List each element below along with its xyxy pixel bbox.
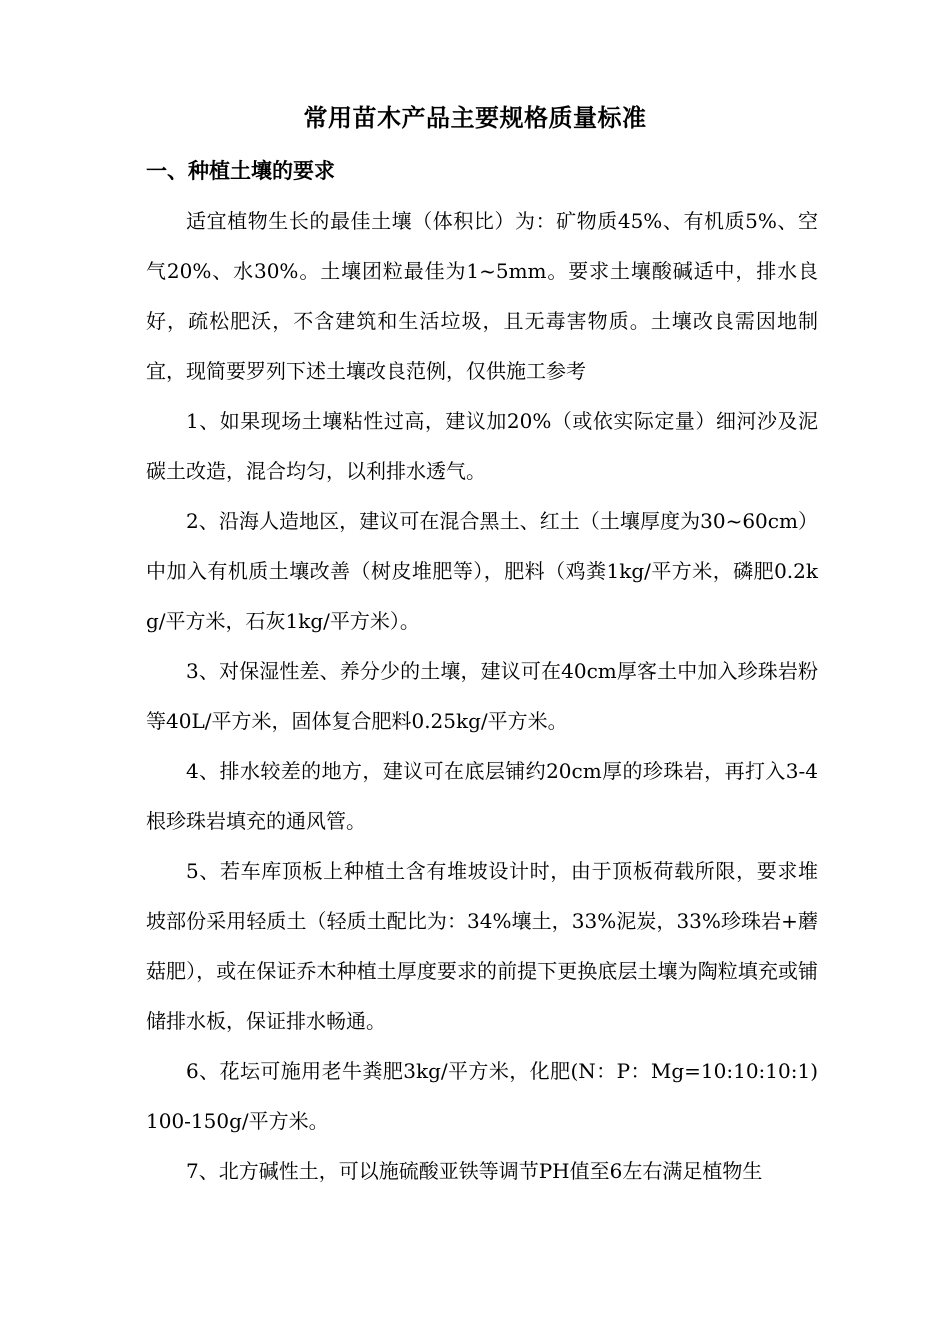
list-item (146, 846, 818, 1046)
list-item-text: 7、北方碱性土，可以施硫酸亚铁等调节PH值至6左右满足植物生 (186, 1159, 763, 1183)
list-item (146, 396, 818, 496)
section-intro-block (146, 196, 818, 396)
section-heading: 一、种植土壤的要求 (146, 158, 335, 183)
list-item (146, 1046, 818, 1146)
section-intro-paragraph: 适宜植物生长的最佳土壤（体积比）为：矿物质45%、有机质5%、空气20%、水30%。土壤团粒最佳为1~5mm。要求土壤酸碱适中，排水良好，疏松肥沃，不含建筑和生活垃圾，且无毒害物质。土壤改良需因地制宜，现简要罗列下述土壤改良范例，仅供施工参考 (146, 209, 818, 383)
list-item (146, 746, 818, 846)
list-item (146, 646, 818, 746)
list-item-text: 4、排水较差的地方，建议可在底层铺约20cm厚的珍珠岩，再打入3-4根珍珠岩填充的通风管。 (146, 759, 818, 833)
document-title: 常用苗木产品主要规格质量标准 (303, 103, 647, 132)
list-item-text: 2、沿海人造地区，建议可在混合黑土、红土（土壤厚度为30~60cm）中加入有机质土壤改善（树皮堆肥等），肥料（鸡粪1kg/平方米，磷肥0.2kg/平方米，石灰1kg/平方米）。 (146, 509, 818, 633)
list-item-text: 1、如果现场土壤粘性过高，建议加20%（或依实际定量）细河沙及泥碳土改造，混合均匀，以利排水透气。 (146, 409, 818, 483)
list-item-text: 6、花坛可施用老牛粪肥3kg/平方米，化肥(N：P：Mg=10:10:10:1)100-150g/平方米。 (146, 1059, 818, 1133)
list-item-text: 3、对保湿性差、养分少的土壤，建议可在40cm厚客土中加入珍珠岩粉等40L/平方米，固体复合肥料0.25kg/平方米。 (146, 659, 818, 733)
list-item (146, 1146, 818, 1196)
list-item (146, 496, 818, 646)
list-item-text: 5、若车库顶板上种植土含有堆坡设计时，由于顶板荷载所限，要求堆坡部份采用轻质土（轻质土配比为：34%壤土，33%泥炭，33%珍珠岩+蘑菇肥），或在保证乔木种植土厚度要求的前提下更换底层土壤为陶粒填充或铺储排水板，保证排水畅通。 (146, 859, 818, 1033)
